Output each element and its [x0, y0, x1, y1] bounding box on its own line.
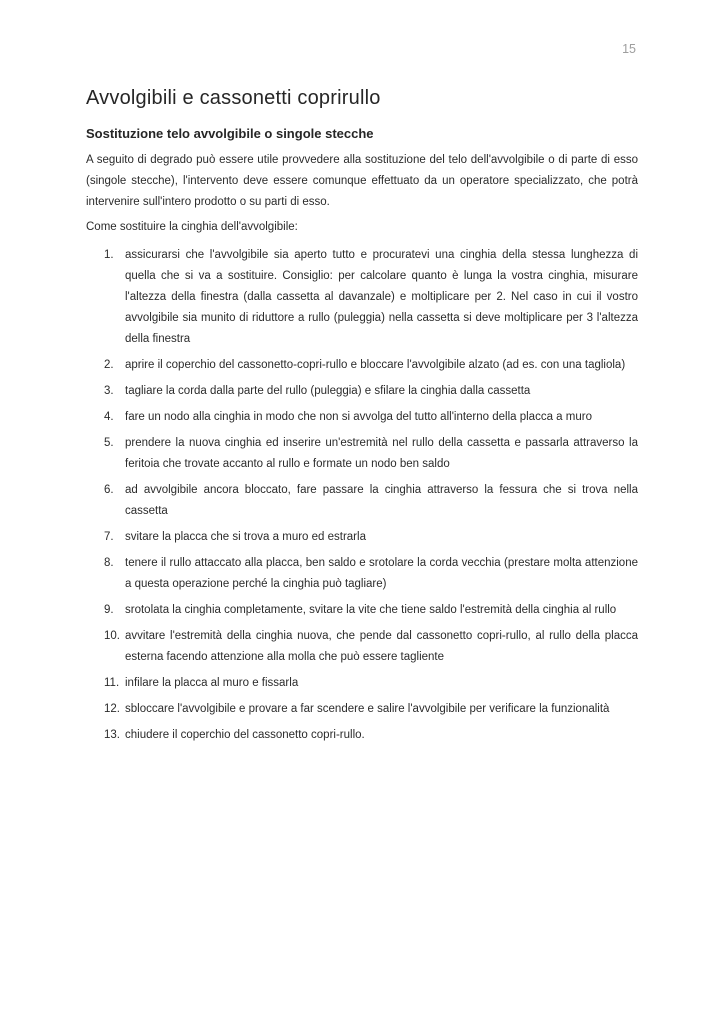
list-item-text: srotolata la cinghia completamente, svitare la vite che tiene saldo l'estremità della cinghia al rullo [125, 604, 617, 616]
list-item-text: ad avvolgibile ancora bloccato, fare passare la cinghia attraverso la fessura che si trova nella cassetta [125, 484, 638, 517]
list-item-number: 13. [104, 729, 120, 741]
list-intro: Come sostituire la cinghia dell'avvolgibile: [86, 221, 298, 233]
list-item [86, 480, 638, 522]
list-item-text: tagliare la corda dalla parte del rullo (puleggia) e sfilare la cinghia dalla cassetta [125, 385, 531, 397]
list-item-number: 5. [104, 437, 114, 449]
list-item [86, 699, 638, 720]
list-item-text: sbloccare l'avvolgibile e provare a far scendere e salire l'avvolgibile per verificare la funzionalità [125, 703, 610, 715]
list-item-text: tenere il rullo attaccato alla placca, ben saldo e srotolare la corda vecchia (prestare molta attenzione a questa operazione perché la cinghia può tagliare) [125, 557, 638, 590]
list-item [86, 355, 638, 376]
list-item [86, 673, 638, 694]
list-item-text: chiudere il coperchio del cassonetto copri-rullo. [125, 729, 365, 741]
list-item [86, 626, 638, 668]
steps-list [86, 245, 638, 746]
list-item-number: 3. [104, 385, 114, 397]
list-item-number: 2. [104, 359, 114, 371]
list-item [86, 527, 638, 548]
page-title: Avvolgibili e cassonetti coprirullo [86, 87, 381, 109]
list-item [86, 381, 638, 402]
list-item-number: 7. [104, 531, 114, 543]
intro-paragraph: A seguito di degrado può essere utile provvedere alla sostituzione del telo dell'avvolgibile o di parte di esso (singole stecche), l'intervento deve essere comunque effettuato da un operatore specializzato, che potrà intervenire sull'intero prodotto o su parti di esso. [86, 154, 638, 208]
list-item-text: svitare la placca che si trova a muro ed estrarla [125, 531, 366, 543]
list-item [86, 600, 638, 621]
page-number: 15 [622, 42, 636, 56]
list-item-number: 1. [104, 249, 114, 261]
list-item-number: 8. [104, 557, 114, 569]
list-item [86, 245, 638, 350]
section-subtitle: Sostituzione telo avvolgibile o singole stecche [86, 126, 374, 141]
list-item-number: 11. [104, 677, 120, 689]
list-item [86, 725, 638, 746]
list-item-number: 12. [104, 703, 120, 715]
list-item-text: prendere la nuova cinghia ed inserire un'estremità nel rullo della cassetta e passarla attraverso la feritoia che trovate accanto al rullo e formate un nodo ben saldo [125, 437, 638, 470]
page-content [86, 0, 638, 751]
list-item-text: fare un nodo alla cinghia in modo che non si avvolga del tutto all'interno della placca a muro [125, 411, 592, 423]
list-item-text: aprire il coperchio del cassonetto-copri-rullo e bloccare l'avvolgibile alzato (ad es. con una tagliola) [125, 359, 626, 371]
list-item-text: avvitare l'estremità della cinghia nuova, che pende dal cassonetto copri-rullo, al rullo della placca esterna facendo attenzione alla molla che può essere tagliente [125, 630, 638, 663]
list-item-text: infilare la placca al muro e fissarla [125, 677, 299, 689]
list-item-number: 9. [104, 604, 114, 616]
list-item-number: 6. [104, 484, 114, 496]
list-item [86, 553, 638, 595]
list-item [86, 407, 638, 428]
list-item [86, 433, 638, 475]
list-item-text: assicurarsi che l'avvolgibile sia aperto tutto e procuratevi una cinghia della stessa lunghezza di quella che si va a sostituire. Consiglio: per calcolare quanto è lunga la vostra cinghia, misurare l'altezza della finestra (dalla cassetta al davanzale) e moltiplicare per 2. Nel caso in cui il vostro avvolgibile sia munito di riduttore a rullo (puleggia) nella cassetta si deve moltiplicare per 3 l'altezza della finestra [125, 249, 638, 345]
list-item-number: 4. [104, 411, 114, 423]
list-item-number: 10. [104, 630, 120, 642]
